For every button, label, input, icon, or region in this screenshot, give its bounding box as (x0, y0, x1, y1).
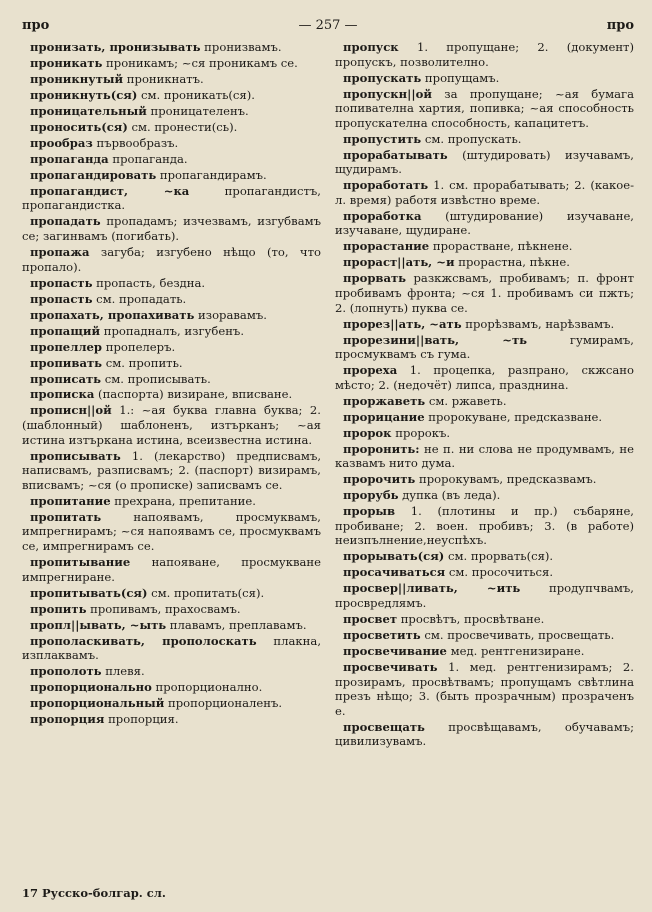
entry-headword: прописн||ой (30, 403, 112, 418)
entry-headword: пропорция (30, 712, 105, 727)
entry-headword: пропагандист, ~ка (30, 183, 190, 198)
entry-headword: прописать (30, 371, 102, 386)
entry-definition: см. пропадать. (92, 291, 187, 306)
entry-headword: просвет (343, 611, 398, 626)
entry-headword: прорывать(ся) (343, 549, 445, 564)
entry-headword: прообраз (30, 135, 93, 150)
page-footer: 17 Русско-болгар. сл. (22, 886, 166, 900)
entry-definition: 1. мед. рентгенизирамъ; 2. прозирамъ, просвѣтвамъ; пропущамъ свѣтлина презъ нѣщо; 3. (быть прозрачным) прозраченъ е. (335, 659, 634, 718)
entry-headword: пропаганда (30, 151, 109, 166)
entry-definition: напояване, просмукване импрегниране. (22, 554, 321, 584)
dictionary-entry (22, 152, 321, 167)
dictionary-entry (22, 712, 321, 727)
entry-definition: 1. (плотины и пр.) събаряне, пробиване; 2. воен. пробивъ; 3. (в работе) неизпълнение,неуспѣхъ. (335, 504, 634, 548)
dictionary-entry (22, 403, 321, 447)
entry-definition: см. пропитать(ся). (147, 585, 265, 600)
entry-headword: пропустить (343, 131, 422, 146)
entry-headword: пропивать (30, 355, 103, 370)
entry-headword: прорицание (343, 409, 425, 424)
dictionary-entry (22, 372, 321, 387)
dictionary-entry (335, 132, 634, 147)
entry-definition: пропущамъ. (421, 70, 500, 85)
entry-headword: пропитывать(ся) (30, 585, 148, 600)
dictionary-entry (335, 178, 634, 207)
dictionary-entry (22, 168, 321, 183)
dictionary-entry (22, 340, 321, 355)
entry-headword: прораст||ать, ~и (343, 255, 455, 270)
entry-headword: прописывать (30, 448, 121, 463)
entry-definition: пропорционаленъ. (164, 696, 283, 711)
dictionary-entry (335, 71, 634, 86)
entry-definition: пророкувамъ, предсказвамъ. (415, 472, 597, 487)
page-number: — 257 — (298, 18, 358, 33)
entry-headword: прополоть (30, 664, 102, 679)
entry-definition: см. просочиться. (445, 565, 554, 580)
entry-headword: прописка (30, 387, 95, 402)
dictionary-entry (22, 356, 321, 371)
entry-headword: пропитать (30, 509, 102, 524)
entry-definition: мед. рентгенизиране. (446, 643, 585, 658)
entry-definition: пропивамъ, прахосвамъ. (86, 601, 241, 616)
entry-headword: пропуск (343, 40, 399, 54)
dictionary-entry (22, 292, 321, 307)
columns (22, 40, 634, 878)
dictionary-entry (335, 644, 634, 659)
entry-definition: 1.: ~ая буква главна буква; 2. (шаблонный) шаблоненъ, изтърканъ; ~ая истина изтъркана истина, всеизвестна истина. (22, 403, 321, 447)
entry-definition: см. пронести(сь). (127, 119, 238, 134)
entry-headword: пронизать, пронизывать (30, 40, 201, 54)
dictionary-entry (22, 494, 321, 509)
entry-headword: пропускать (343, 70, 422, 85)
entry-definition: пропадамъ; изчезвамъ, изгубвамъ се; загинвамъ (погибать). (22, 214, 321, 244)
dictionary-entry (335, 549, 634, 564)
entry-headword: проржаветь (343, 393, 426, 408)
entry-definition: см. пропускать. (421, 131, 522, 146)
left-column (22, 40, 321, 878)
dictionary-entry (22, 324, 321, 339)
entry-headword: проработка (343, 208, 422, 223)
dictionary-entry (22, 56, 321, 71)
entry-definition: см. пропить. (102, 355, 183, 370)
entry-headword: прорубь (343, 488, 399, 503)
entry-definition: плакна, изплаквамъ. (22, 633, 321, 663)
entry-definition: см. просвечивать, просвещать. (420, 627, 615, 642)
entry-headword: проникать (30, 55, 103, 70)
entry-headword: прорыв (343, 504, 396, 519)
dictionary-entry (22, 120, 321, 135)
dictionary-entry (22, 136, 321, 151)
entry-definition: прорѣзвамъ, нарѣзвамъ. (461, 316, 615, 331)
dictionary-entry (335, 87, 634, 131)
entry-definition: прехрана, препитание. (110, 493, 256, 508)
dictionary-entry (335, 40, 634, 69)
entry-headword: пропорциональный (30, 696, 165, 711)
entry-headword: пропл||ывать, ~ыть (30, 617, 167, 632)
entry-headword: проронить: (343, 441, 420, 456)
dictionary-entry (335, 612, 634, 627)
entry-definition: продупчвамъ, просвредлямъ. (335, 581, 634, 610)
dictionary-entry (335, 565, 634, 580)
dictionary-entry (335, 472, 634, 487)
entry-headword: просвечивание (343, 643, 447, 658)
entry-definition: пропасть, бездна. (92, 275, 206, 290)
entry-headword: пропорционально (30, 680, 152, 695)
entry-definition: плавамъ, преплавамъ. (166, 617, 307, 632)
entry-definition: пропорция. (104, 712, 179, 727)
entry-definition: напоявамъ, просмуквамъ, импрегнирамъ; ~ся напоявамъ се, просмуквамъ се, импрегнирамъ се. (22, 509, 321, 553)
entry-definition: за пропущане; ~ая бумага попивателна хартия, попивка; ~ая способность пропускателна способность, капацитетъ. (335, 86, 634, 130)
dictionary-entry (335, 271, 634, 315)
dictionary-entry (22, 680, 321, 695)
dictionary-entry (22, 72, 321, 87)
entry-headword: пророк (343, 425, 392, 440)
dictionary-entry (22, 696, 321, 711)
entry-headword: пропажа (30, 245, 90, 260)
dictionary-entry (335, 410, 634, 425)
entry-definition: см. ржаветь. (425, 393, 507, 408)
entry-definition: (штудировать) изучавамъ, щудирамъ. (335, 147, 634, 177)
entry-headword: пропускн||ой (343, 86, 432, 101)
dictionary-entry (22, 634, 321, 663)
entry-headword: пропить (30, 601, 87, 616)
entry-definition: пророкъ. (391, 425, 451, 440)
entry-definition: просвѣтъ, просвѣтване. (397, 611, 545, 626)
entry-headword: проницательный (30, 103, 147, 118)
entry-headword: прорвать (343, 271, 407, 286)
entry-definition: пропелеръ. (102, 339, 176, 354)
dictionary-entry (335, 720, 634, 749)
dictionary-entry (335, 504, 634, 548)
entry-definition: см. прорвать(ся). (444, 549, 554, 564)
entry-definition: пропорционално. (151, 680, 263, 695)
entry-definition: първообразъ. (92, 135, 179, 150)
entry-headword: прореха (343, 363, 398, 378)
dictionary-entry (335, 394, 634, 409)
dictionary-entry (335, 426, 634, 441)
dictionary-entry (335, 660, 634, 718)
dictionary-entry (22, 104, 321, 119)
entry-headword: пропасть (30, 291, 93, 306)
page-header (22, 14, 634, 40)
entry-definition: пронизвамъ. (200, 40, 282, 54)
entry-headword: проникнутый (30, 71, 124, 86)
entry-headword: пророчить (343, 472, 416, 487)
header-right-guideword: про (606, 18, 634, 33)
entry-headword: пропахать, пропахивать (30, 307, 195, 322)
header-left-guideword: про (22, 18, 50, 33)
dictionary-entry (22, 387, 321, 402)
entry-headword: пропадать (30, 214, 101, 229)
entry-definition: просвѣщавамъ, обучавамъ; цивилизувамъ. (335, 719, 634, 749)
dictionary-entry (335, 239, 634, 254)
entry-headword: проносить(ся) (30, 119, 128, 134)
entry-headword: просветить (343, 627, 421, 642)
entry-definition: загуба; изгубено нѣщо (то, что пропало). (22, 245, 321, 274)
entry-headword: прорезини||вать, ~ть (343, 332, 528, 347)
entry-definition: проницателенъ. (146, 103, 249, 118)
entry-definition: не п. ни слова не продумвамъ, не казвамъ нито дума. (335, 441, 634, 471)
dictionary-entry (335, 148, 634, 177)
entry-headword: пропасть (30, 275, 93, 290)
dictionary-entry (22, 308, 321, 323)
entry-definition: плевя. (101, 664, 145, 679)
dictionary-entry (335, 333, 634, 362)
dictionary-entry (22, 602, 321, 617)
entry-headword: пропитывание (30, 554, 131, 569)
dictionary-entry (22, 555, 321, 584)
entry-headword: прополаскивать, прополоскать (30, 633, 257, 648)
entry-definition: проникнатъ. (123, 71, 204, 86)
entry-definition: прорастна, пѣкне. (454, 255, 570, 270)
entry-definition: 1. процепка, разпрано, скжсано мѣсто; 2. (недочёт) липса, празднина. (335, 363, 634, 392)
entry-definition: пропагандирамъ. (156, 167, 267, 182)
entry-headword: проработать (343, 178, 429, 193)
entry-definition: дупка (въ леда). (398, 488, 501, 503)
dictionary-entry (22, 276, 321, 291)
entry-definition: изоравамъ. (194, 307, 267, 322)
entry-headword: пропеллер (30, 339, 103, 354)
entry-definition: пропагандистъ, пропагандистка. (22, 183, 321, 213)
entry-headword: проникнуть(ся) (30, 87, 138, 102)
dictionary-entry (22, 618, 321, 633)
dictionary-entry (335, 581, 634, 610)
dictionary-entry (22, 184, 321, 213)
entry-definition: 1. (лекарство) предписвамъ, написвамъ, разписвамъ; 2. (паспорт) визирамъ, вписвамъ; ~ся (о прописке) записвамъ се. (22, 448, 321, 492)
entry-headword: пропитание (30, 493, 111, 508)
entry-headword: просвечивать (343, 659, 438, 674)
entry-headword: прорабатывать (343, 147, 448, 162)
entry-headword: прорастание (343, 239, 430, 254)
dictionary-entry (335, 317, 634, 332)
dictionary-entry (22, 214, 321, 243)
entry-headword: просвещать (343, 719, 425, 734)
dictionary-entry (22, 586, 321, 601)
entry-definition: см. проникать(ся). (137, 87, 255, 102)
entry-headword: просачиваться (343, 565, 446, 580)
right-column (335, 40, 634, 878)
entry-definition: проникамъ; ~ся проникамъ се. (102, 55, 298, 70)
entry-headword: прорез||ать, ~ать (343, 316, 462, 331)
dictionary-entry (335, 442, 634, 471)
entry-definition: пропаганда. (108, 151, 188, 166)
dictionary-entry (22, 245, 321, 274)
entry-definition: пророкуване, предсказване. (424, 409, 603, 424)
entry-headword: просвер||ливать, ~ить (343, 581, 521, 596)
entry-definition: (штудирование) изучаване, изучаване, щудиране. (335, 208, 634, 238)
entry-definition: пропадналъ, изгубенъ. (100, 323, 244, 338)
entry-headword: пропащий (30, 323, 101, 338)
dictionary-entry (335, 255, 634, 270)
dictionary-entry (335, 488, 634, 503)
dictionary-entry (335, 363, 634, 392)
entry-definition: 1. см. прорабатывать; 2. (какое-л. время) работя извѣстно време. (335, 178, 634, 207)
entry-definition: гумирамъ, просмуквамъ съ гума. (335, 332, 634, 362)
dictionary-entry (335, 628, 634, 643)
dictionary-entry (22, 88, 321, 103)
entry-definition: 1. пропущане; 2. (документ) пропускъ, позволително. (335, 40, 634, 69)
dictionary-entry (335, 209, 634, 238)
entry-definition: разкжсвамъ, пробивамъ; п. фронт пробивамъ фронта; ~ся 1. пробивамъ си пжть; 2. (лопнуть) пуква се. (335, 271, 634, 315)
dictionary-entry (22, 40, 321, 55)
entry-definition: прорастване, пѣкнене. (429, 239, 573, 254)
entry-definition: см. прописывать. (101, 371, 211, 386)
dictionary-entry (22, 664, 321, 679)
entry-definition: (паспорта) визиране, вписване. (94, 387, 293, 402)
entry-headword: пропагандировать (30, 167, 157, 182)
dictionary-entry (22, 449, 321, 493)
dictionary-entry (22, 510, 321, 554)
